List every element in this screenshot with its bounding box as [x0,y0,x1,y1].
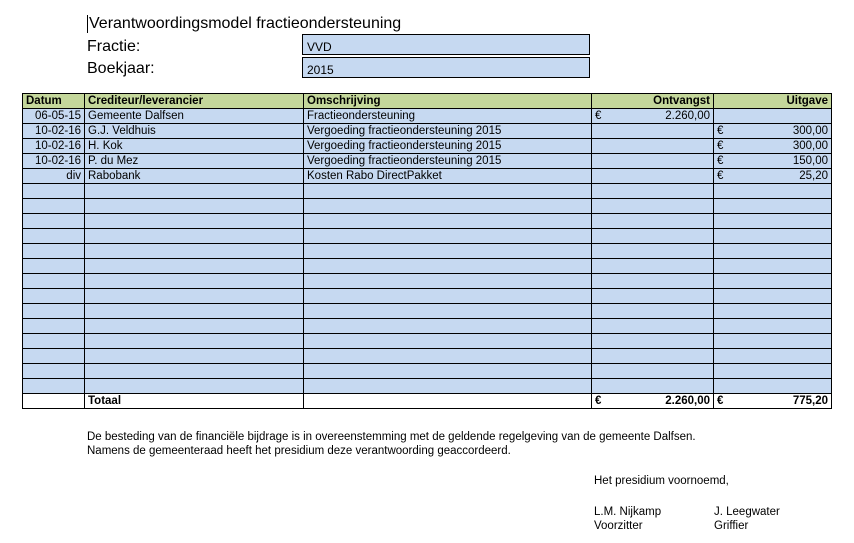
empty-cell[interactable] [714,289,832,304]
omschrijving-cell[interactable]: Vergoeding fractieondersteuning 2015 [304,154,592,169]
ledger-body [23,109,832,394]
ledger-table [22,93,832,409]
empty-row [23,214,832,229]
empty-cell[interactable] [85,289,304,304]
datum-cell[interactable]: 06-05-15 [23,109,85,124]
empty-cell[interactable] [714,334,832,349]
empty-row [23,364,832,379]
empty-cell[interactable] [714,364,832,379]
empty-cell[interactable] [304,259,592,274]
uitgave-amount: 25,20 [799,170,828,182]
empty-cell[interactable] [714,259,832,274]
empty-cell[interactable] [23,349,85,364]
datum-cell[interactable]: 10-02-16 [23,139,85,154]
empty-cell[interactable] [714,229,832,244]
signature-name-1: L.M. Nijkamp [594,506,662,518]
signature-name-2: J. Leegwater [714,506,780,518]
empty-cell[interactable] [304,199,592,214]
currency-symbol: € [717,395,724,407]
datum-cell[interactable]: 10-02-16 [23,124,85,139]
empty-cell[interactable] [23,259,85,274]
empty-cell[interactable] [304,379,592,394]
boekjaar-input[interactable]: 2015 [302,57,590,78]
total-datum-cell [23,394,85,409]
document-title: Verantwoordingsmodel fractieondersteuning [89,15,402,32]
empty-cell[interactable] [304,304,592,319]
empty-cell[interactable] [85,259,304,274]
empty-cell[interactable] [592,259,714,274]
empty-cell[interactable] [304,289,592,304]
fractie-input[interactable]: VVD [302,34,590,55]
currency-symbol: € [595,110,602,122]
empty-cell[interactable] [714,199,832,214]
uitgave-cell[interactable] [714,109,832,124]
empty-cell[interactable] [592,274,714,289]
empty-cell[interactable] [23,334,85,349]
empty-cell[interactable] [714,349,832,364]
omschrijving-cell[interactable]: Vergoeding fractieondersteuning 2015 [304,139,592,154]
empty-cell[interactable] [592,199,714,214]
empty-cell[interactable] [23,184,85,199]
empty-cell[interactable] [23,319,85,334]
empty-cell[interactable] [23,289,85,304]
ontvangst-cell[interactable] [592,139,714,154]
empty-cell[interactable] [304,349,592,364]
ontvangst-cell[interactable] [592,154,714,169]
currency-symbol: € [717,140,724,152]
currency-symbol: € [717,170,724,182]
table-row [23,169,832,184]
empty-row [23,349,832,364]
empty-row [23,334,832,349]
note-line-2: Namens de gemeenteraad heeft het presidium deze verantwoording geaccordeerd. [87,445,511,457]
crediteur-cell[interactable]: P. du Mez [85,154,304,169]
empty-cell[interactable] [714,304,832,319]
empty-row [23,319,832,334]
crediteur-cell[interactable]: G.J. Veldhuis [85,124,304,139]
total-ontvangst: 2.260,00 [665,395,710,407]
empty-cell[interactable] [592,289,714,304]
empty-cell[interactable] [23,379,85,394]
empty-cell[interactable] [23,214,85,229]
empty-cell[interactable] [592,304,714,319]
empty-cell[interactable] [592,229,714,244]
empty-cell[interactable] [23,229,85,244]
omschrijving-cell[interactable]: Fractieondersteuning [304,109,592,124]
uitgave-amount: 300,00 [792,140,828,152]
empty-cell[interactable] [85,214,304,229]
signature-role-1: Voorzitter [594,520,643,532]
uitgave-amount: 150,00 [792,155,828,167]
empty-cell[interactable] [592,334,714,349]
empty-cell[interactable] [85,319,304,334]
ontvangst-cell[interactable] [592,169,714,184]
uitgave-amount: 300,00 [792,125,828,137]
currency-symbol: € [717,125,724,137]
signature-role-2: Griffier [714,520,749,532]
empty-cell[interactable] [23,244,85,259]
empty-cell[interactable] [85,364,304,379]
crediteur-cell[interactable]: Rabobank [85,169,304,184]
empty-cell[interactable] [304,334,592,349]
empty-cell[interactable] [85,244,304,259]
empty-cell[interactable] [23,304,85,319]
uitgave-cell[interactable] [714,124,832,139]
uitgave-cell[interactable] [714,154,832,169]
empty-cell[interactable] [592,379,714,394]
empty-cell[interactable] [85,304,304,319]
empty-cell[interactable] [304,319,592,334]
total-label: Totaal [85,394,304,409]
empty-cell[interactable] [304,229,592,244]
fractie-label: Fractie: [87,38,141,55]
empty-row [23,244,832,259]
crediteur-cell[interactable]: H. Kok [85,139,304,154]
table-row [23,139,832,154]
empty-cell[interactable] [304,244,592,259]
empty-cell[interactable] [85,184,304,199]
total-uitgave: 775,20 [792,395,828,407]
empty-cell[interactable] [592,364,714,379]
omschrijving-cell[interactable]: Vergoeding fractieondersteuning 2015 [304,124,592,139]
empty-cell[interactable] [714,184,832,199]
empty-cell[interactable] [85,349,304,364]
boekjaar-label: Boekjaar: [87,60,155,77]
datum-cell[interactable]: div [23,169,85,184]
empty-row [23,304,832,319]
empty-cell[interactable] [304,214,592,229]
empty-row [23,259,832,274]
table-header-row [23,94,832,109]
empty-cell[interactable] [304,274,592,289]
currency-symbol: € [595,395,602,407]
uitgave-cell[interactable] [714,169,832,184]
empty-cell[interactable] [714,244,832,259]
empty-cell[interactable] [592,184,714,199]
empty-row [23,199,832,214]
empty-cell[interactable] [85,379,304,394]
empty-cell[interactable] [304,364,592,379]
total-row [23,394,832,409]
column-header-ontvangst: Ontvangst [592,94,714,109]
signature-heading: Het presidium voornoemd, [594,475,729,487]
empty-row [23,184,832,199]
crediteur-cell[interactable]: Gemeente Dalfsen [85,109,304,124]
ontvangst-cell[interactable] [592,124,714,139]
empty-cell[interactable] [304,184,592,199]
empty-cell[interactable] [592,244,714,259]
omschrijving-cell[interactable]: Kosten Rabo DirectPakket [304,169,592,184]
empty-row [23,274,832,289]
column-header-crediteur: Crediteur/leverancier [85,94,304,109]
total-ontvangst-cell [592,394,714,409]
total-uitgave-cell [714,394,832,409]
table-row [23,154,832,169]
empty-cell[interactable] [714,319,832,334]
uitgave-cell[interactable] [714,139,832,154]
empty-cell[interactable] [23,274,85,289]
empty-cell[interactable] [85,229,304,244]
empty-row [23,289,832,304]
table-row [23,109,832,124]
currency-symbol: € [717,155,724,167]
column-header-uitgave: Uitgave [714,94,832,109]
empty-cell[interactable] [714,274,832,289]
ontvangst-cell[interactable] [592,109,714,124]
empty-row [23,229,832,244]
total-omschrijving-cell [304,394,592,409]
empty-row [23,379,832,394]
empty-cell[interactable] [714,214,832,229]
empty-cell[interactable] [714,379,832,394]
ontvangst-amount: 2.260,00 [665,110,710,122]
empty-cell[interactable] [85,274,304,289]
empty-cell[interactable] [592,214,714,229]
empty-cell[interactable] [23,199,85,214]
table-row [23,124,832,139]
column-header-datum: Datum [23,94,85,109]
empty-cell[interactable] [23,364,85,379]
empty-cell[interactable] [85,334,304,349]
datum-cell[interactable]: 10-02-16 [23,154,85,169]
note-line-1: De besteding van de financiële bijdrage is in overeenstemming met de geldende regelgeving van de gemeente Dalfsen. [87,431,696,443]
empty-cell[interactable] [85,199,304,214]
column-header-omschrijving: Omschrijving [304,94,592,109]
empty-cell[interactable] [592,319,714,334]
empty-cell[interactable] [592,349,714,364]
